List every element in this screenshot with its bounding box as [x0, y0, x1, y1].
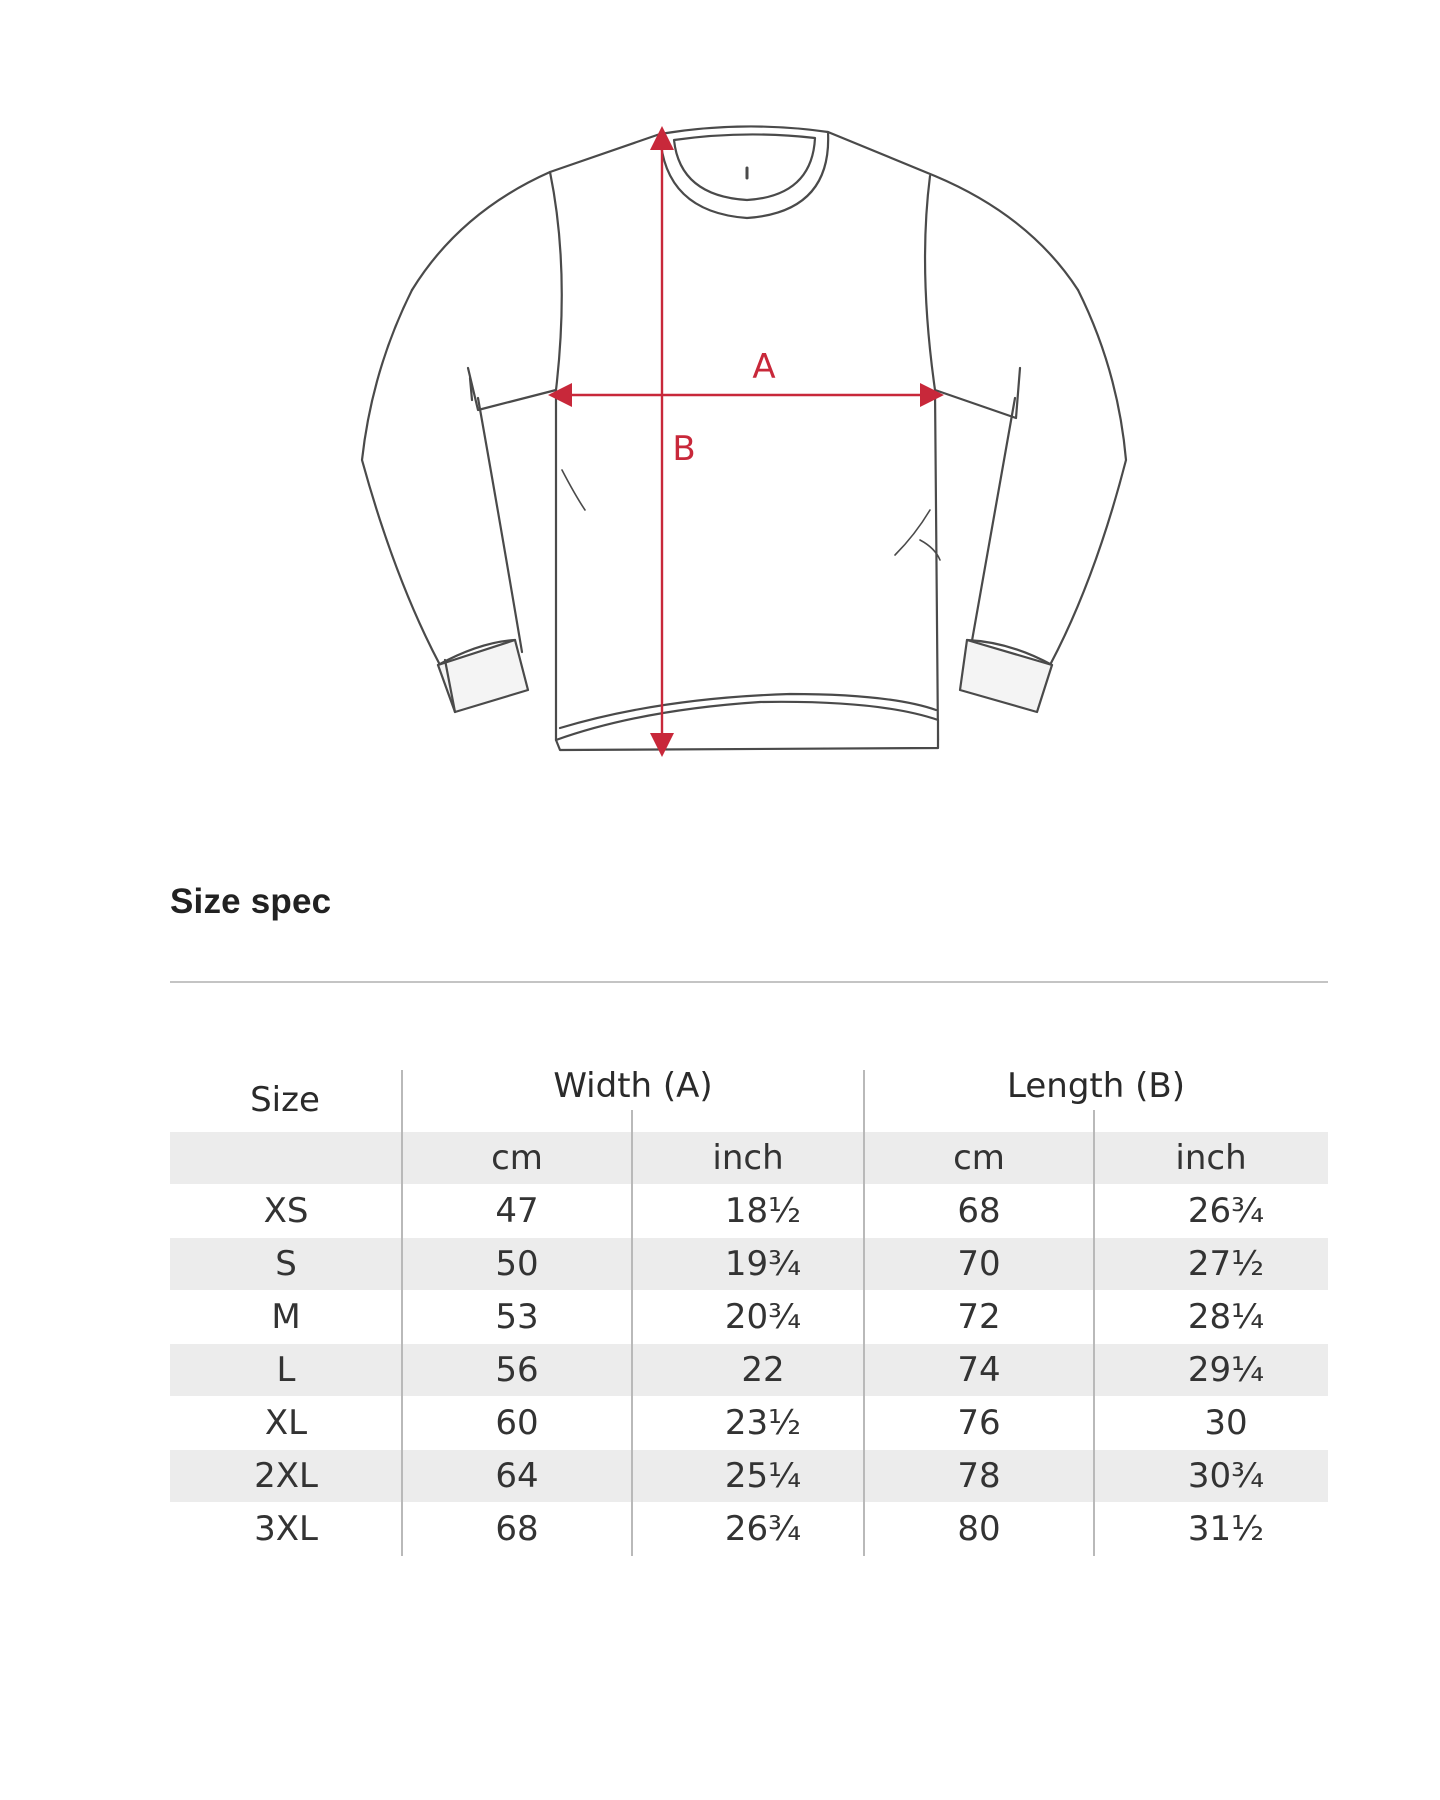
size-table-grid	[170, 1060, 1328, 1560]
cell-size: L	[276, 1350, 296, 1390]
header-width: Width (A)	[553, 1066, 713, 1106]
measurement-lines	[560, 138, 932, 745]
cell-length-inch: 28¼	[1187, 1297, 1265, 1337]
sleeve-right-outer	[1050, 290, 1126, 665]
cell-length-cm: 80	[957, 1509, 1001, 1549]
header-length: Length (B)	[1007, 1066, 1185, 1106]
cell-length-cm: 72	[957, 1297, 1001, 1337]
cell-size: 3XL	[254, 1509, 318, 1549]
cell-length-inch: 29¼	[1187, 1350, 1265, 1390]
armhole-right	[925, 176, 938, 740]
cell-width-cm: 56	[495, 1350, 539, 1390]
cell-size: 2XL	[254, 1456, 318, 1496]
sleeve-left-inner	[478, 398, 522, 652]
column-divider	[401, 1070, 403, 1556]
cell-size: XS	[263, 1191, 309, 1231]
sleeve-right-inner	[970, 398, 1015, 652]
cell-width-inch: 22	[741, 1350, 785, 1390]
cell-length-inch: 26¾	[1187, 1191, 1265, 1231]
cell-width-cm: 68	[495, 1509, 539, 1549]
sweatshirt-diagram	[0, 0, 1440, 800]
cuff-left	[438, 640, 528, 712]
cell-width-inch: 20¾	[724, 1297, 802, 1337]
cell-length-inch: 30¾	[1187, 1456, 1265, 1496]
sleeve-left-outer	[362, 290, 440, 665]
hem	[556, 702, 938, 750]
shoulder-left	[412, 134, 660, 290]
cell-length-inch: 31½	[1187, 1509, 1265, 1549]
cell-length-cm: 76	[957, 1403, 1001, 1443]
cell-width-cm: 53	[495, 1297, 539, 1337]
cell-width-cm: 64	[495, 1456, 539, 1496]
unit-label-cm: cm	[491, 1138, 543, 1178]
divider	[170, 981, 1328, 983]
cell-size: M	[271, 1297, 301, 1337]
cell-width-cm: 47	[495, 1191, 539, 1231]
cell-size: XL	[264, 1403, 308, 1443]
cell-length-cm: 70	[957, 1244, 1001, 1284]
column-divider	[863, 1070, 865, 1556]
unit-label-inch: inch	[712, 1138, 784, 1178]
size-spec-title: Size spec	[170, 882, 332, 921]
measure-label-b: B	[672, 429, 696, 469]
cell-width-inch: 19¾	[724, 1244, 802, 1284]
cell-length-cm: 74	[957, 1350, 1001, 1390]
cell-length-cm: 68	[957, 1191, 1001, 1231]
measure-label-a: A	[752, 347, 776, 387]
armhole-left	[550, 172, 562, 740]
column-divider	[631, 1110, 633, 1556]
cell-size: S	[275, 1244, 297, 1284]
cell-width-inch: 25¼	[724, 1456, 802, 1496]
unit-label-inch: inch	[1175, 1138, 1247, 1178]
cell-length-cm: 78	[957, 1456, 1001, 1496]
cell-length-inch: 30	[1204, 1403, 1248, 1443]
header-size: Size	[250, 1080, 320, 1120]
shoulder-right	[828, 132, 1078, 290]
unit-label-cm: cm	[953, 1138, 1005, 1178]
cell-width-inch: 23½	[724, 1403, 802, 1443]
sweatshirt-outline	[362, 126, 1126, 750]
sweatshirt-illustration	[0, 0, 1440, 800]
cuff-right	[960, 640, 1052, 712]
column-divider	[1093, 1110, 1095, 1556]
cell-width-cm: 60	[495, 1403, 539, 1443]
cell-width-inch: 26¾	[724, 1509, 802, 1549]
size-table	[170, 1060, 1328, 1560]
cell-length-inch: 27½	[1187, 1244, 1265, 1284]
cell-width-inch: 18½	[724, 1191, 802, 1231]
cell-width-cm: 50	[495, 1244, 539, 1284]
